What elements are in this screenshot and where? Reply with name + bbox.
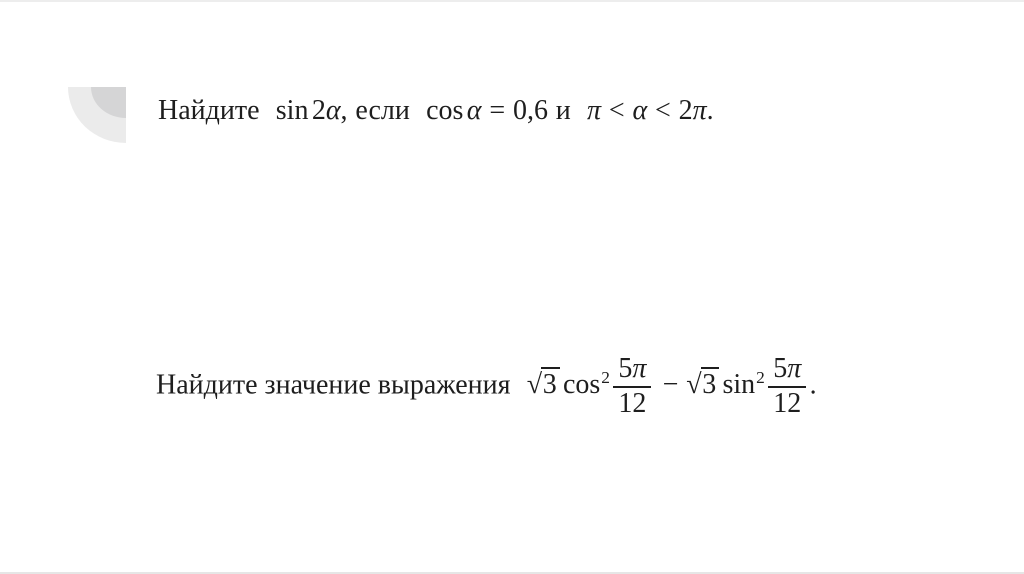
problem-2-prefix: Найдите значение выражения xyxy=(156,369,511,401)
pi-symbol: π xyxy=(692,95,707,126)
period: . xyxy=(706,95,714,126)
pi-symbol: π xyxy=(787,353,802,384)
alpha-symbol: α xyxy=(325,95,341,126)
alpha-symbol: α xyxy=(466,95,482,126)
equals-sign: = xyxy=(489,95,506,126)
numerator-coefficient: 5 xyxy=(618,353,633,384)
sin-function: sin xyxy=(722,369,756,401)
sin-argument-coefficient: 2 xyxy=(311,95,326,126)
cos-function: cos xyxy=(426,95,464,126)
corner-quarter-circle-inner xyxy=(91,87,126,118)
if-word: если xyxy=(355,95,410,126)
pi-symbol: π xyxy=(632,353,647,384)
problem-1-find-word: Найдите xyxy=(158,95,260,126)
and-word: и xyxy=(555,95,571,126)
corner-quarter-circle-decoration xyxy=(68,87,126,143)
two-coefficient: 2 xyxy=(678,95,693,126)
comma: , xyxy=(340,95,348,126)
cos-exponent: 2 xyxy=(601,367,610,387)
less-than-sign: < xyxy=(655,95,671,126)
cos-function: cos xyxy=(562,369,601,401)
alpha-symbol: α xyxy=(632,95,648,126)
square-root xyxy=(527,367,560,402)
slide-top-edge xyxy=(0,0,1024,2)
fraction-denominator: 12 xyxy=(613,386,651,420)
radicand: 3 xyxy=(701,367,719,400)
fraction-numerator xyxy=(768,354,806,386)
minus-sign: − xyxy=(662,369,679,401)
problem-1 xyxy=(158,93,714,128)
problem-2 xyxy=(156,354,817,420)
sin-function: sin xyxy=(275,95,309,126)
period: . xyxy=(809,369,817,401)
sin-exponent: 2 xyxy=(756,367,765,387)
numerator-coefficient: 5 xyxy=(773,353,788,384)
radical-sign: √ xyxy=(686,369,701,401)
fraction-numerator xyxy=(613,354,651,386)
fraction xyxy=(768,354,806,420)
less-than-sign: < xyxy=(608,95,625,126)
square-root xyxy=(686,367,719,402)
radicand: 3 xyxy=(541,367,559,400)
fraction xyxy=(613,354,651,420)
radical-sign: √ xyxy=(526,369,542,401)
pi-symbol: π xyxy=(586,95,602,126)
fraction-denominator: 12 xyxy=(768,386,806,420)
cos-value: 0,6 xyxy=(512,95,548,126)
